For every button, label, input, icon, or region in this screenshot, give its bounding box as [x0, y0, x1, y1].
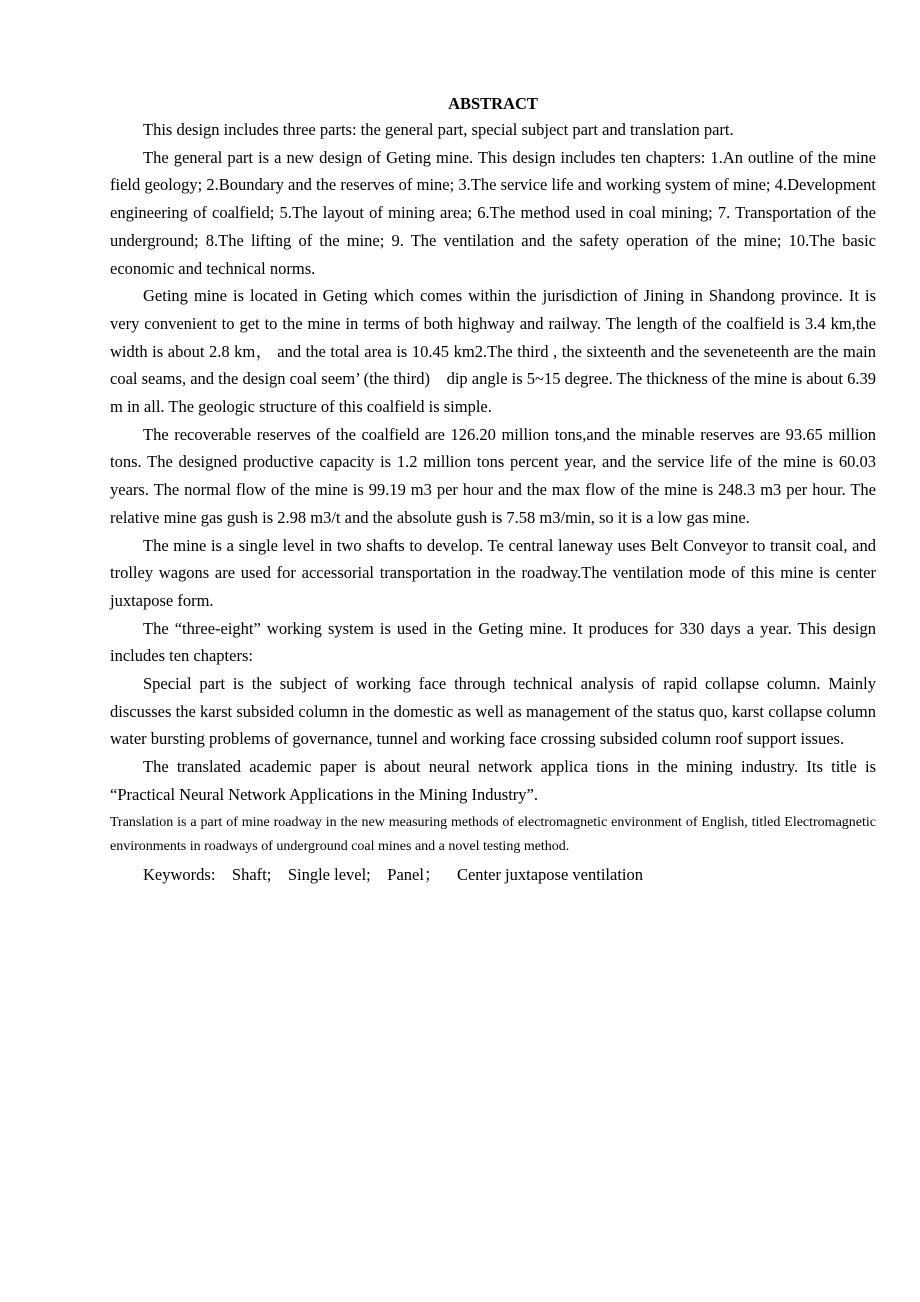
keyword-item: Center juxtapose ventilation	[456, 864, 643, 884]
keywords-label: Keywords:	[143, 864, 216, 884]
abstract-paragraph-3: Geting mine is located in Geting which comes within the jurisdiction of Jining in Shandong province. It is very convenient to get to the mine in terms of both highway and railway. The length of the coalfield is 3.4 km,the width is about 2.8 km， and the total area is 10.45 km2.The third , the sixteenth and the seveneteenth are the main coal seams, and the design coal seem’ (the third) dip angle is 5~15 degree. The thickness of the mine is about 6.39 m in all. The geologic structure of this coalfield is simple.	[110, 286, 876, 417]
keyword-item: Panel；	[387, 864, 441, 884]
keyword-item: Single level;	[287, 864, 371, 884]
abstract-paragraph-4: The recoverable reserves of the coalfield are 126.20 million tons,and the minable reserves are 93.65 million tons. The designed productive capacity is 1.2 million tons percent year, and the service life of the mine is 60.03 years. The normal flow of the mine is 99.19 m3 per hour and the max flow of the mine is 248.3 m3 per hour. The relative mine gas gush is 2.98 m3/t and the absolute gush is 7.58 m3/min, so it is a low gas mine.	[110, 424, 876, 527]
keywords-line	[110, 861, 876, 889]
keyword-item: Shaft;	[231, 864, 272, 884]
abstract-paragraph-5: The mine is a single level in two shafts to develop. Te central laneway uses Belt Conveyor to transit coal, and trolley wagons are used for accessorial transportation in the roadway.The ventilation mode of this mine is center juxtapose form.	[110, 535, 876, 610]
abstract-paragraph-2: The general part is a new design of Geting mine. This design includes ten chapters: 1.An outline of the mine field geology; 2.Boundary and the reserves of mine; 3.The service life and working system of mine; 4.Development engineering of coalfield; 5.The layout of mining area; 6.The method used in coal mining; 7. Transportation of the underground; 8.The lifting of the mine; 9. The ventilation and the safety operation of the mine; 10.The basic economic and technical norms.	[110, 147, 876, 278]
abstract-paragraph-6: The “three-eight” working system is used in the Geting mine. It produces for 330 days a year. This design includes ten chapters:	[110, 618, 876, 666]
abstract-paragraph-8: The translated academic paper is about neural network applica tions in the mining industry. Its title is “Practical Neural Network Applications in the Mining Industry”.	[110, 757, 876, 804]
abstract-title: ABSTRACT	[448, 94, 538, 113]
abstract-page	[110, 92, 876, 888]
translation-note: Translation is a part of mine roadway in the new measuring methods of electromagnetic environment of English, titled Electromagnetic environments in roadways of underground coal mines and a novel testing method.	[110, 814, 876, 855]
abstract-paragraph-1: This design includes three parts: the general part, special subject part and translation part.	[143, 120, 734, 139]
abstract-paragraph-7: Special part is the subject of working face through technical analysis of rapid collapse column. Mainly discusses the karst subsided column in the domestic as well as management of the status quo, karst collapse column water bursting problems of governance, tunnel and working face crossing subsided column roof support issues.	[110, 674, 876, 749]
